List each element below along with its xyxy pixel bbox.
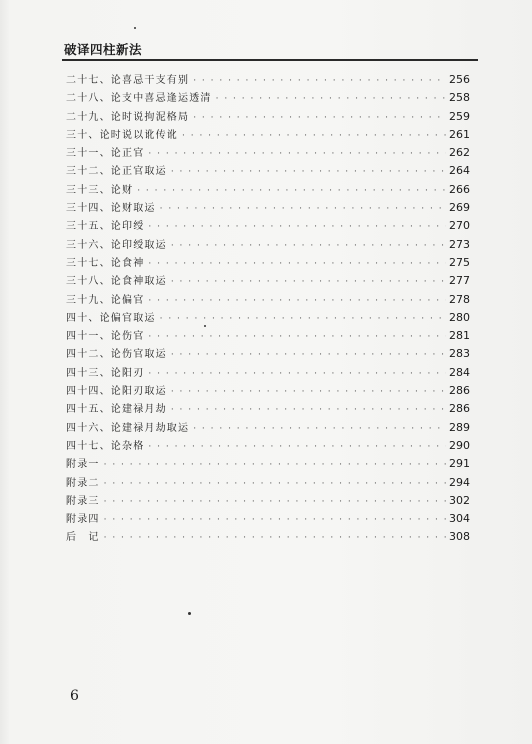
dot-leader	[148, 149, 446, 159]
toc-entry-page: 273	[449, 237, 470, 251]
scan-speck	[204, 325, 206, 327]
toc-entry-title: 三十五、论印绶	[66, 221, 145, 233]
toc-entry-page: 258	[449, 91, 470, 105]
toc-entry-page: 275	[449, 255, 470, 269]
toc-entry	[66, 437, 470, 455]
dot-leader	[160, 204, 446, 214]
toc-entry-page: 261	[449, 127, 470, 141]
toc-entry-title: 三十八、论食神取运	[66, 276, 167, 288]
toc-entry-page: 286	[449, 384, 470, 398]
toc-entry	[66, 492, 470, 510]
toc-entry-page: 256	[449, 73, 470, 86]
dot-leader	[148, 259, 446, 269]
toc-entry	[66, 510, 470, 528]
toc-entry-title: 四十二、论伤官取运	[66, 349, 167, 361]
dot-leader	[160, 314, 446, 324]
toc-entry-page: 259	[449, 109, 470, 123]
dot-leader	[216, 94, 446, 104]
dot-leader	[148, 369, 446, 379]
dot-leader	[148, 442, 446, 452]
toc-entry-page: 286	[449, 402, 470, 416]
toc-entry	[66, 71, 470, 89]
toc-entry-title: 四十五、论建禄月劫	[66, 404, 167, 416]
toc-entry	[66, 327, 470, 345]
toc-entry	[66, 181, 470, 199]
toc-entry-title: 三十三、论财	[66, 184, 134, 196]
toc-entry-page: 262	[449, 146, 470, 160]
toc-entry-page: 277	[449, 274, 470, 288]
toc-entry	[66, 345, 470, 363]
toc-entry	[66, 272, 470, 290]
toc-entry	[66, 108, 470, 126]
toc-entry-title: 四十四、论阳刃取运	[66, 386, 167, 398]
toc-entry-title: 四十一、论伤官	[66, 331, 145, 343]
dot-leader	[104, 460, 446, 470]
toc-entry-title: 三十四、论财取运	[66, 203, 156, 215]
toc-entry-title: 三十一、论正官	[66, 148, 145, 160]
dot-leader	[104, 497, 446, 507]
toc-entry-title: 附录三	[66, 495, 100, 507]
toc-entry	[66, 474, 470, 492]
toc-entry-title: 三十六、论印绶取运	[66, 239, 167, 251]
toc-entry-page: 278	[449, 292, 470, 306]
toc-entry-page: 294	[449, 475, 470, 489]
dot-leader	[171, 241, 446, 251]
toc-entry-title: 四十七、论杂格	[66, 440, 145, 452]
toc-entry-page: 302	[449, 493, 470, 507]
toc-entry	[66, 199, 470, 217]
toc-entry-page: 289	[449, 420, 470, 434]
toc-entry-title: 四十六、论建禄月劫取运	[66, 422, 190, 434]
table-of-contents	[66, 71, 470, 547]
header-rule	[62, 59, 478, 61]
dot-leader	[182, 131, 446, 141]
toc-entry-title: 二十八、论支中喜忌逢运透清	[66, 93, 212, 105]
toc-entry-page: 284	[449, 365, 470, 379]
toc-entry-page: 283	[449, 347, 470, 361]
toc-entry-title: 三十、论时说以讹传讹	[66, 129, 178, 141]
toc-entry	[66, 291, 470, 309]
toc-entry-title: 二十九、论时说拘泥格局	[66, 111, 190, 123]
dot-leader	[148, 296, 446, 306]
running-header-title: 破译四柱新法	[64, 42, 143, 57]
toc-entry-title: 三十七、论食神	[66, 257, 145, 269]
toc-entry-page: 291	[449, 457, 470, 471]
toc-entry-page: 266	[449, 182, 470, 196]
toc-entry	[66, 309, 470, 327]
scan-speck	[134, 27, 136, 29]
toc-entry-page: 304	[449, 512, 470, 526]
dot-leader	[104, 479, 446, 489]
toc-entry-title: 四十三、论阳刃	[66, 367, 145, 379]
toc-entry-page: 281	[449, 329, 470, 343]
dot-leader	[171, 387, 446, 397]
toc-entry-title: 四十、论偏官取运	[66, 312, 156, 324]
dot-leader	[171, 277, 446, 287]
toc-entry	[66, 455, 470, 473]
page-number: 6	[70, 688, 79, 704]
toc-entry-title: 附录二	[66, 477, 100, 489]
toc-entry-title: 附录一	[66, 459, 100, 471]
dot-leader	[193, 113, 446, 123]
toc-entry	[66, 162, 470, 180]
toc-entry-title: 二十七、论喜忌干支有别	[66, 75, 190, 86]
dot-leader	[148, 222, 446, 232]
toc-entry-title: 后 记	[66, 532, 100, 544]
scan-speck	[188, 612, 191, 615]
toc-entry-page: 308	[449, 530, 470, 544]
toc-entry	[66, 236, 470, 254]
toc-entry-page: 269	[449, 201, 470, 215]
toc-entry	[66, 217, 470, 235]
toc-entry-page: 280	[449, 310, 470, 324]
dot-leader	[137, 186, 446, 196]
toc-entry	[66, 400, 470, 418]
toc-entry	[66, 528, 470, 546]
toc-entry-page: 290	[449, 438, 470, 452]
toc-entry	[66, 382, 470, 400]
dot-leader	[171, 167, 446, 177]
toc-entry-title: 附录四	[66, 514, 100, 526]
toc-entry	[66, 364, 470, 382]
dot-leader	[148, 332, 446, 342]
toc-entry-page: 270	[449, 219, 470, 233]
dot-leader	[104, 515, 446, 525]
dot-leader	[171, 405, 446, 415]
dot-leader	[193, 76, 446, 86]
toc-entry	[66, 144, 470, 162]
toc-entry	[66, 419, 470, 437]
toc-entry	[66, 89, 470, 107]
toc-entry-page: 264	[449, 164, 470, 178]
toc-entry	[66, 254, 470, 272]
dot-leader	[104, 533, 446, 543]
toc-entry	[66, 126, 470, 144]
toc-entry-title: 三十九、论偏官	[66, 294, 145, 306]
dot-leader	[193, 424, 446, 434]
toc-entry-title: 三十二、论正官取运	[66, 166, 167, 178]
dot-leader	[171, 350, 446, 360]
